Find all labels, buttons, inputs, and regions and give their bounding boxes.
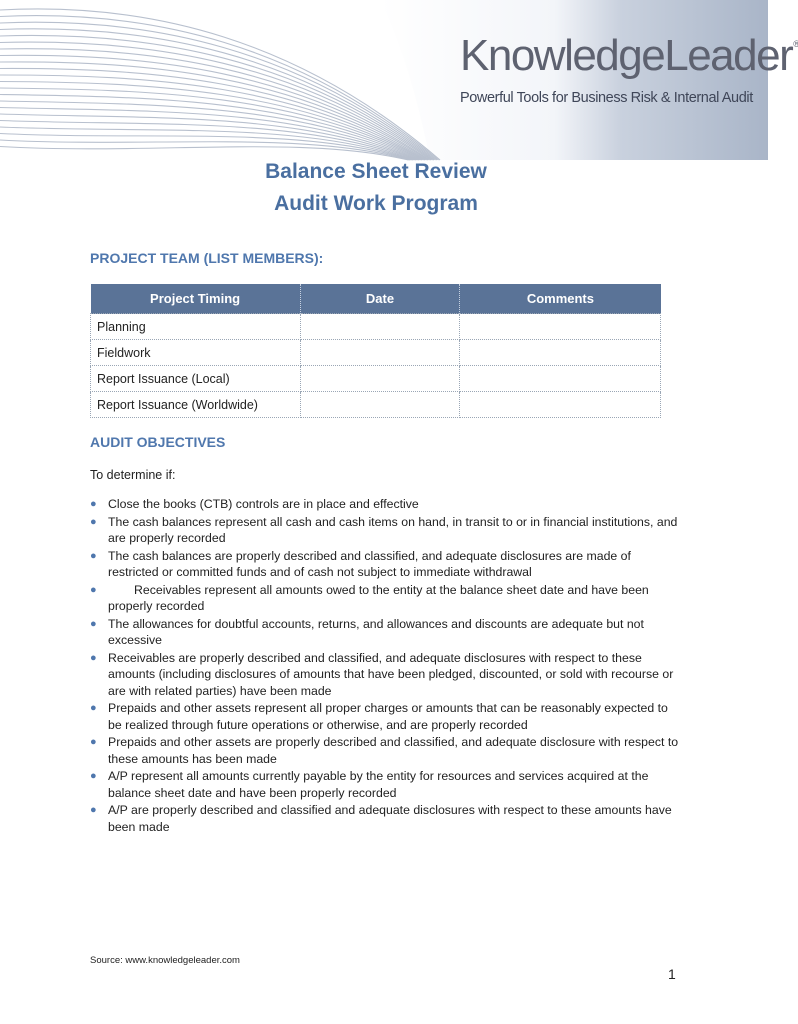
project-timing-table [90, 284, 661, 418]
table-cell: Report Issuance (Worldwide) [91, 392, 301, 418]
table-cell [300, 314, 460, 340]
table-cell [300, 392, 460, 418]
bullet-icon: ● [90, 549, 97, 562]
bullet-icon: ● [90, 515, 97, 528]
page-number: 1 [668, 966, 676, 982]
table-cell: Report Issuance (Local) [91, 366, 301, 392]
header-banner [0, 0, 798, 160]
table-row [91, 392, 661, 418]
list-item: ● The cash balances are properly described and classified, and adequate disclosures are made of restricted or committed funds and of cash not subject to immediate withdrawal [90, 548, 631, 579]
source-footnote: Source: www.knowledgeleader.com [90, 955, 240, 966]
table-cell [300, 366, 460, 392]
list-item: ● The cash balances represent all cash and cash items on hand, in transit to or in financial institutions, and are properly recorded [90, 514, 678, 545]
objectives-intro: To determine if: [90, 468, 176, 482]
table-cell [300, 340, 460, 366]
list-item: ● Close the books (CTB) controls are in place and effective [90, 497, 419, 511]
brand-tagline: Powerful Tools for Business Risk & Internal Audit [460, 90, 753, 106]
table-cell: Fieldwork [91, 340, 301, 366]
brand-name: KnowledgeLeader® [460, 31, 798, 80]
audit-objectives-heading: AUDIT OBJECTIVES [90, 434, 226, 450]
list-item: ● A/P represent all amounts currently payable by the entity for resources and services acquired at the balance sheet date and have been properly recorded [90, 769, 649, 800]
table-cell [460, 392, 661, 418]
list-item: ● Prepaids and other assets represent all proper charges or amounts that can be reasonably expected to be realized through future operations or otherwise, and are properly recorded [90, 701, 668, 732]
bullet-icon: ● [90, 583, 97, 596]
bullet-icon: ● [90, 651, 97, 664]
swoosh-line [0, 16, 439, 160]
list-item: ● A/P are properly described and classified and adequate disclosures with respect to these amounts have been made [90, 803, 672, 834]
list-item: ● Receivables represent all amounts owed to the entity at the balance sheet date and have been properly recorded [90, 582, 649, 613]
project-team-heading: PROJECT TEAM (LIST MEMBERS): [90, 250, 324, 266]
table-row [91, 366, 661, 392]
swoosh-line [0, 121, 415, 161]
document-title-line2: Audit Work Program [274, 192, 478, 215]
table-cell [460, 314, 661, 340]
swoosh-line [0, 55, 430, 160]
column-header: Comments [460, 284, 661, 314]
table-cell [460, 340, 661, 366]
table-cell [460, 366, 661, 392]
document-title-line1: Balance Sheet Review [265, 160, 487, 183]
column-header: Date [300, 284, 460, 314]
list-item: ● Prepaids and other assets are properly described and classified, and adequate disclosure with respect to these amounts has been made [90, 735, 679, 766]
bullet-icon: ● [90, 498, 97, 510]
table-row [91, 314, 661, 340]
table-header-row [91, 284, 661, 314]
table-row [91, 340, 661, 366]
bullet-icon: ● [90, 804, 97, 816]
column-header: Project Timing [91, 284, 301, 314]
bullet-icon: ● [90, 617, 97, 630]
list-item: ● The allowances for doubtful accounts, returns, and allowances and discounts are adequate but not excessive [90, 616, 644, 647]
list-item: ● Receivables are properly described and classified, and adequate disclosures with respect to these amounts (including disclosures of amounts that have been pledged, discounted, or sold with recourse or are with related parties) have been made [90, 650, 674, 698]
table-cell: Planning [91, 314, 301, 340]
bullet-icon: ● [90, 702, 97, 714]
bullet-icon: ● [90, 736, 97, 748]
brand-logo [460, 31, 798, 106]
objectives-list [90, 496, 680, 836]
bullet-icon: ● [90, 770, 97, 782]
